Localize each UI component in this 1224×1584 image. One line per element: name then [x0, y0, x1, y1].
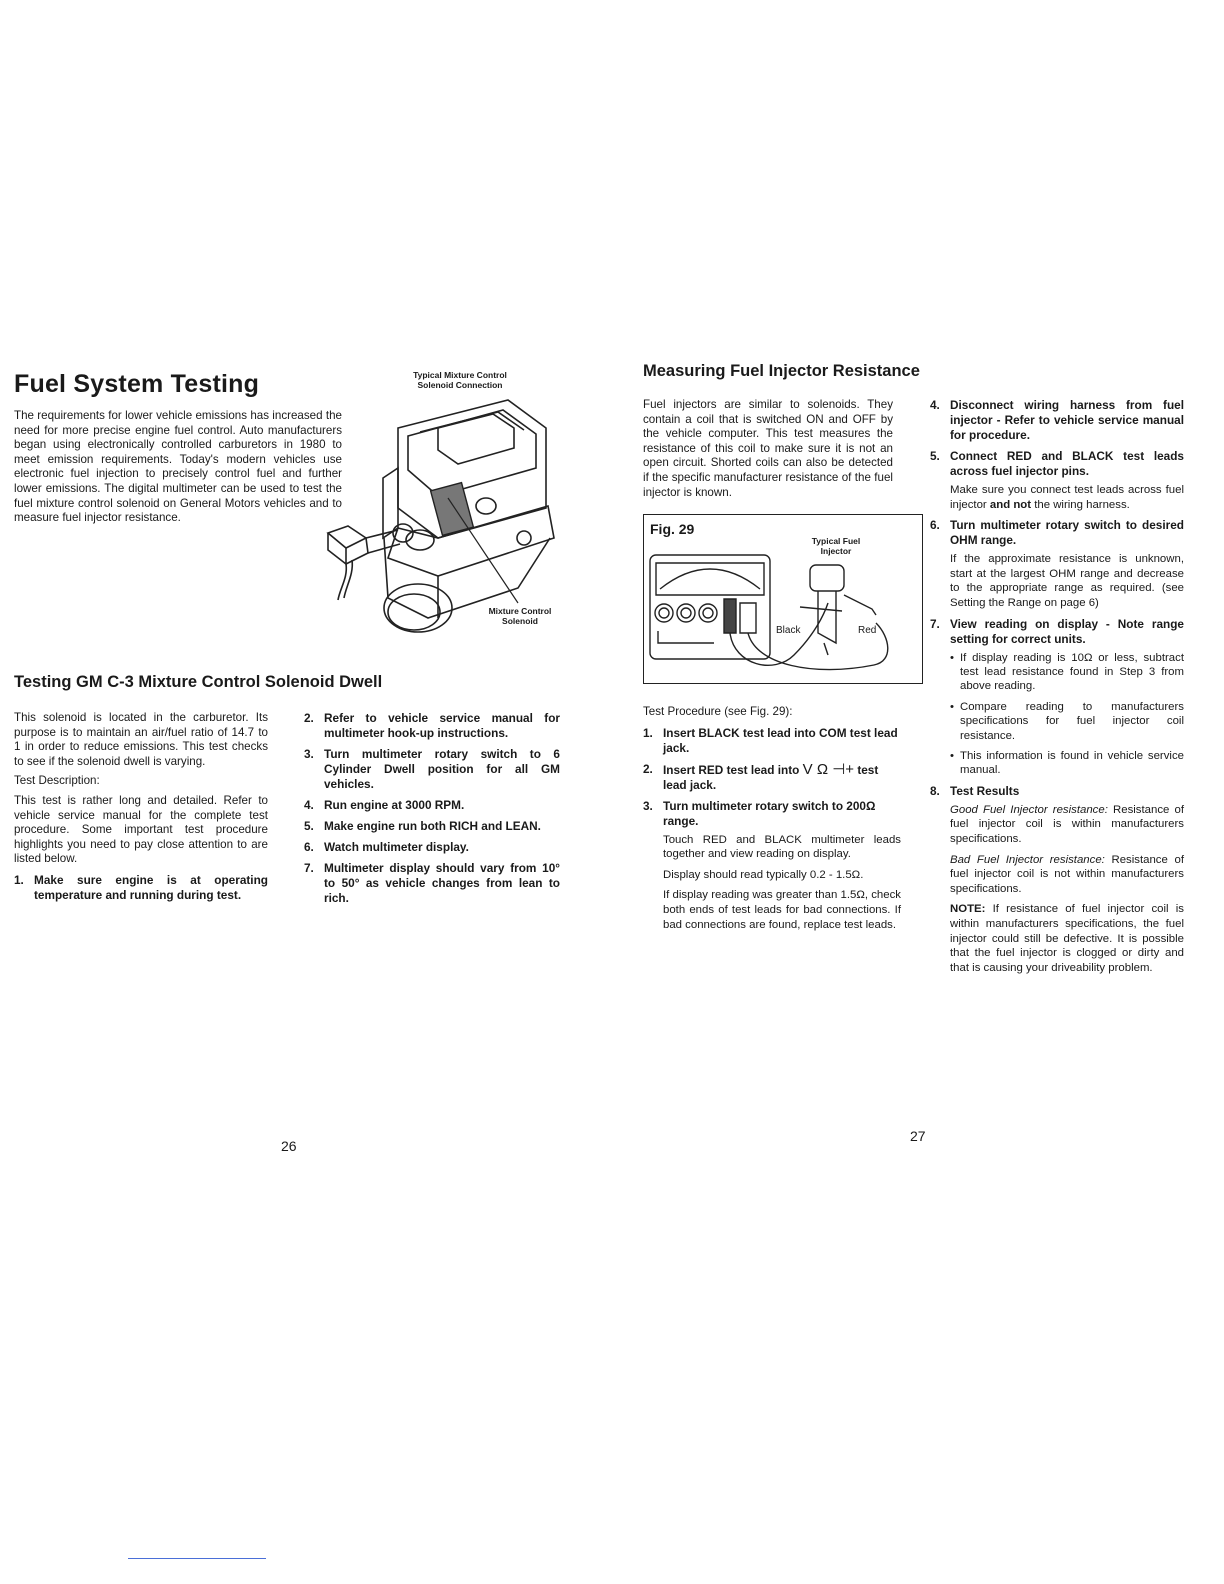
step-text: Disconnect wiring harness from fuel injector - Refer to vehicle service manual for procedure. — [950, 398, 1184, 442]
step-number: 4. — [304, 798, 314, 812]
text-run-italic: Bad Fuel Injector resistance: — [950, 853, 1105, 866]
red-lead-label: Red — [858, 625, 877, 636]
text-run-italic: Good Fuel Injector resistance: — [950, 803, 1108, 816]
list-item — [643, 762, 901, 793]
paragraph — [950, 803, 1184, 847]
right-column-1 — [643, 705, 901, 938]
list-item — [304, 840, 560, 855]
list-item — [304, 819, 560, 834]
step-number: 8. — [930, 783, 940, 798]
left-column-1 — [14, 711, 268, 909]
list-item — [930, 398, 1184, 443]
injector-intro: Fuel injectors are similar to solenoids. They contain a coil that is switched ON and OFF by the vehicle computer. This test measures the resistance of this coil to make sure it is not an open circuit. Shorted coils can also be detected if the specific manufacturer resistance of the fuel injector is known. — [643, 398, 893, 499]
step-list — [643, 726, 901, 933]
paragraph: This test is rather long and detailed. Refer to vehicle service manual for the complete test procedure. Some important test procedure highlights you need to pay close attention to are listed below. — [14, 793, 268, 866]
list-item — [304, 711, 560, 741]
list-item — [304, 747, 560, 792]
list-item — [643, 726, 901, 756]
caption-line: Typical Fuel — [811, 536, 861, 546]
caption-line: Typical Mixture Control — [413, 370, 507, 380]
step-text: Make engine run both RICH and LEAN. — [324, 819, 541, 833]
paragraph: This solenoid is located in the carburetor. Its purpose is to maintain an air/fuel ratio of 14.7 to 1 in order to reduce emissions. This test checks to see if the solenoid dwell is varying. — [14, 711, 268, 768]
caption-line: Injector — [820, 545, 852, 556]
multimeter-illustration — [644, 515, 922, 683]
note-paragraph — [950, 902, 1184, 975]
list-item — [930, 518, 1184, 610]
page-number-left: 26 — [281, 1138, 297, 1154]
paragraph — [950, 483, 1184, 512]
step-text: View reading on display - Note range setting for correct units. — [950, 616, 1184, 646]
caption-line: Mixture Control — [488, 606, 552, 616]
paragraph: Display should read typically 0.2 - 1.5Ω. — [663, 868, 864, 881]
note-text: If resistance of fuel injector coil is within manufacturers specifications, the fuel injector could still be defective. It is possible that the fuel injector is clogged or dirty and that is causing your driveability problem. — [950, 903, 1184, 974]
text-run: Make sure you connect test leads across fuel injector — [950, 484, 1184, 511]
bullet-item: • This information is found in vehicle service manual. — [950, 749, 1184, 778]
step-number: 3. — [304, 747, 314, 761]
list-item — [304, 861, 560, 906]
bullet-item: • Compare reading to manufacturers specifications for fuel injector coil resistance. — [950, 700, 1184, 743]
step-number: 2. — [643, 761, 653, 776]
step-text: Run engine at 3000 RPM. — [324, 798, 465, 812]
text-run-bold: and not — [989, 498, 1032, 511]
list-item — [930, 449, 1184, 512]
step-number: 5. — [930, 449, 940, 463]
list-item — [643, 799, 901, 933]
text-run: the wiring harness. — [1034, 498, 1130, 511]
step-text: Turn multimeter rotary switch to desired OHM range. — [950, 518, 1184, 548]
procedure-label: Test Procedure (see Fig. 29): — [643, 705, 793, 718]
step-number: 7. — [304, 861, 314, 875]
paragraph: If display reading was greater than 1.5Ω, check both ends of test leads for bad connections. If bad connections are found, replace test leads. — [663, 889, 901, 931]
text-run: Resistance of fuel injector coil is not within manufacturers specifications. — [950, 853, 1184, 895]
caption-line: Solenoid Connection — [417, 379, 503, 390]
step-text: Connect RED and BLACK test leads across fuel injector pins. — [950, 449, 1184, 478]
step-number: 1. — [14, 872, 24, 887]
left-column-2 — [304, 711, 560, 912]
step-number: 7. — [930, 616, 940, 631]
list-item — [304, 798, 560, 813]
figure-label: Fig. 29 — [650, 521, 695, 537]
step-list — [304, 711, 560, 906]
step-text: Insert RED test lead into — [663, 762, 800, 777]
right-column-2 — [930, 398, 1184, 981]
black-lead-label: Black — [776, 625, 801, 636]
step-text: Test Results — [950, 783, 1020, 798]
carburetor-illustration — [288, 388, 568, 640]
intro-paragraph: The requirements for lower vehicle emissions has increased the need for more precise engine fuel control. Auto manufacturers began using electronically controlled carburetors in 1980 to meet emission requirements. Today's modern vehicles use electronic fuel injection to precisely control fuel and further lower emissions. The digital multimeter can be used to test the fuel mixture control solenoid on General Motors vehicles and to measure fuel injector resistance. — [14, 409, 342, 525]
list-item — [930, 784, 1184, 976]
step-number: 6. — [304, 840, 314, 854]
step-text: test lead jack. — [663, 762, 879, 792]
list-item — [14, 873, 268, 903]
text-run: Resistance of fuel injector coil is within manufacturers specifications. — [950, 803, 1184, 845]
step-list — [930, 398, 1184, 975]
paragraph: Touch RED and BLACK multimeter leads together and view reading on display. — [663, 833, 901, 861]
list-item — [930, 617, 1184, 778]
figure-29 — [643, 514, 923, 684]
step-text: Insert BLACK test lead into COM test lead jack. — [663, 725, 898, 755]
bullet-item: • If display reading is 10Ω or less, subtract test lead resistance found in Step 3 from above reading. — [950, 651, 1184, 694]
footer-rule — [128, 1558, 266, 1559]
step-text: Turn multimeter rotary switch to 200Ω range. — [663, 798, 876, 828]
step-list — [14, 873, 268, 903]
figure-caption-bottom — [480, 607, 560, 626]
step-text: Watch multimeter display. — [324, 840, 469, 854]
step-number: 3. — [643, 798, 653, 813]
step-number: 1. — [643, 725, 653, 740]
note-label: NOTE: — [950, 903, 986, 916]
page-title-fuel-system-testing: Fuel System Testing — [14, 370, 260, 398]
paragraph — [950, 853, 1184, 897]
step-number: 6. — [930, 518, 940, 533]
page-number-right: 27 — [910, 1128, 926, 1144]
step-number: 4. — [930, 398, 940, 412]
step-number: 5. — [304, 819, 314, 833]
paragraph: Test Description: — [14, 774, 100, 788]
jack-symbol: V Ω ⊣+ — [802, 760, 855, 778]
step-text: Refer to vehicle service manual for multimeter hook-up instructions. — [324, 711, 560, 740]
paragraph: If the approximate resistance is unknown, start at the largest OHM range and decrease to the appropriate range as required. (see Setting the Range on page 6) — [950, 553, 1184, 609]
caption-line: Solenoid — [502, 615, 538, 626]
page-title-injector-resistance: Measuring Fuel Injector Resistance — [643, 362, 920, 380]
step-text: Multimeter display should vary from 10° to 50° as vehicle changes from lean to rich. — [324, 861, 560, 905]
section-title-gm-c3: Testing GM C-3 Mixture Control Solenoid Dwell — [14, 673, 383, 691]
step-text: Turn multimeter rotary switch to 6 Cylinder Dwell position for all GM vehicles. — [324, 747, 560, 791]
step-text: Make sure engine is at operating temperature and running during test. — [34, 872, 268, 902]
step-number: 2. — [304, 711, 314, 725]
